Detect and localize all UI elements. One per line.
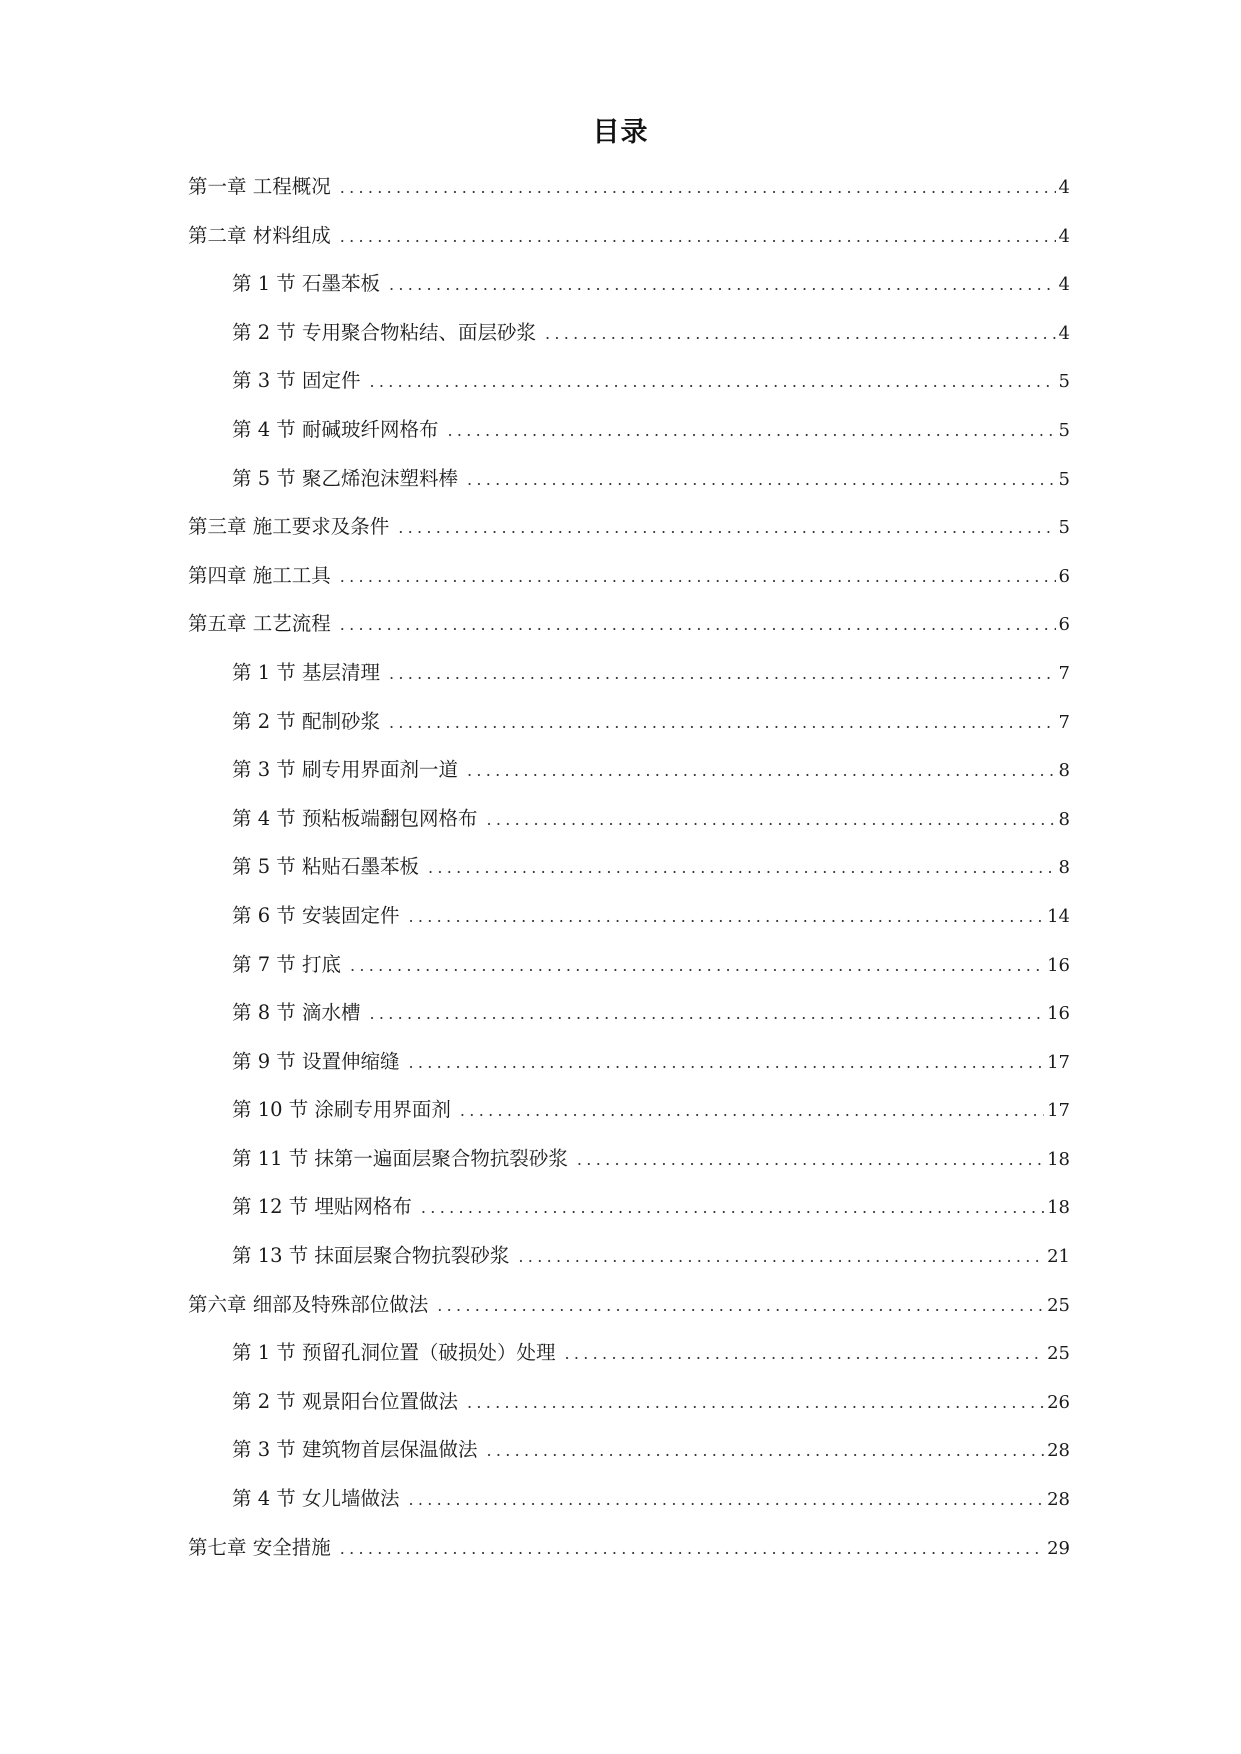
toc-page-number: 21 xyxy=(1047,1246,1070,1268)
toc-entry-label: 第 8 节 滴水槽 xyxy=(232,1001,361,1025)
toc-entry-label: 第五章 工艺流程 xyxy=(188,612,331,636)
toc-dot-leader xyxy=(467,1379,1044,1428)
toc-entry-label: 第 4 节 预粘板端翻包网格布 xyxy=(232,806,478,830)
toc-page-number: 16 xyxy=(1047,1003,1070,1025)
toc-section-entry[interactable] xyxy=(188,795,1070,844)
toc-section-entry[interactable] xyxy=(188,1475,1070,1524)
toc-page-number: 5 xyxy=(1058,419,1070,441)
toc-chapter-entry[interactable] xyxy=(188,1524,1070,1573)
toc-entry-label: 第 3 节 刷专用界面剂一道 xyxy=(232,758,459,782)
toc-chapter-entry[interactable] xyxy=(188,163,1070,212)
toc-entry-label: 第 2 节 专用聚合物粘结、面层砂浆 xyxy=(232,320,537,344)
toc-list xyxy=(188,163,1070,1572)
toc-dot-leader xyxy=(389,699,1056,748)
toc-section-entry[interactable] xyxy=(188,698,1070,747)
toc-section-entry[interactable] xyxy=(188,1232,1070,1281)
toc-page-number: 17 xyxy=(1047,1051,1070,1073)
toc-dot-leader xyxy=(565,1330,1045,1379)
toc-section-entry[interactable] xyxy=(188,357,1070,406)
toc-page-number: 18 xyxy=(1047,1148,1070,1170)
toc-page-number: 8 xyxy=(1058,857,1070,879)
toc-chapter-entry[interactable] xyxy=(188,503,1070,552)
toc-page-number: 14 xyxy=(1047,905,1070,927)
toc-title: 目录 xyxy=(592,117,649,148)
toc-entry-label: 第 4 节 女儿墙做法 xyxy=(232,1487,400,1511)
toc-dot-leader xyxy=(448,407,1056,456)
toc-page-number: 7 xyxy=(1058,711,1070,733)
toc-dot-leader xyxy=(409,1476,1045,1525)
toc-dot-leader xyxy=(467,456,1056,505)
toc-page-number: 25 xyxy=(1047,1343,1070,1365)
toc-entry-label: 第 10 节 涂刷专用界面剂 xyxy=(232,1098,451,1122)
toc-dot-leader xyxy=(409,893,1045,942)
toc-entry-label: 第 12 节 埋贴网格布 xyxy=(232,1195,412,1219)
toc-section-entry[interactable] xyxy=(188,1038,1070,1087)
toc-entry-label: 第 5 节 粘贴石墨苯板 xyxy=(232,855,420,879)
toc-section-entry[interactable] xyxy=(188,746,1070,795)
toc-page-number: 4 xyxy=(1058,274,1070,296)
toc-section-entry[interactable] xyxy=(188,892,1070,941)
toc-section-entry[interactable] xyxy=(188,1378,1070,1427)
toc-page-number: 28 xyxy=(1047,1440,1070,1462)
toc-page-number: 18 xyxy=(1047,1197,1070,1219)
toc-entry-label: 第 1 节 石墨苯板 xyxy=(232,272,381,296)
toc-section-entry[interactable] xyxy=(188,1426,1070,1475)
toc-dot-leader xyxy=(467,747,1056,796)
toc-page-number: 5 xyxy=(1058,468,1070,490)
toc-dot-leader xyxy=(545,310,1056,359)
toc-dot-leader xyxy=(340,1525,1044,1574)
toc-page-number: 8 xyxy=(1058,760,1070,782)
toc-entry-label: 第一章 工程概况 xyxy=(188,175,331,198)
toc-section-entry[interactable] xyxy=(188,1329,1070,1378)
toc-page-number: 4 xyxy=(1058,322,1070,344)
toc-page-number: 6 xyxy=(1058,565,1070,587)
toc-dot-leader xyxy=(437,1282,1044,1331)
toc-entry-label: 第六章 细部及特殊部位做法 xyxy=(188,1292,429,1316)
toc-entry-label: 第二章 材料组成 xyxy=(188,223,331,247)
toc-section-entry[interactable] xyxy=(188,309,1070,358)
toc-dot-leader xyxy=(428,844,1056,893)
toc-entry-label: 第 3 节 固定件 xyxy=(232,369,361,393)
toc-dot-leader xyxy=(340,164,1056,213)
toc-dot-leader xyxy=(518,1233,1044,1282)
toc-page-number: 29 xyxy=(1047,1537,1070,1559)
toc-dot-leader xyxy=(487,1427,1045,1476)
toc-dot-leader xyxy=(487,796,1056,845)
toc-section-entry[interactable] xyxy=(188,843,1070,892)
toc-dot-leader xyxy=(421,1184,1044,1233)
toc-dot-leader xyxy=(389,261,1056,310)
toc-page-number: 26 xyxy=(1047,1391,1070,1413)
toc-dot-leader xyxy=(577,1136,1044,1185)
toc-dot-leader xyxy=(370,990,1045,1039)
toc-entry-label: 第 2 节 观景阳台位置做法 xyxy=(232,1389,459,1413)
toc-page-number: 4 xyxy=(1058,225,1070,247)
toc-chapter-entry[interactable] xyxy=(188,552,1070,601)
toc-section-entry[interactable] xyxy=(188,455,1070,504)
toc-dot-leader xyxy=(389,650,1056,699)
toc-page-number: 4 xyxy=(1058,177,1070,198)
toc-entry-label: 第 1 节 基层清理 xyxy=(232,660,381,684)
toc-page-number: 7 xyxy=(1058,662,1070,684)
toc-entry-label: 第 13 节 抹面层聚合物抗裂砂浆 xyxy=(232,1244,510,1268)
toc-section-entry[interactable] xyxy=(188,1183,1070,1232)
toc-section-entry[interactable] xyxy=(188,941,1070,990)
toc-page-number: 8 xyxy=(1058,808,1070,830)
toc-page-number: 25 xyxy=(1047,1294,1070,1316)
toc-dot-leader xyxy=(340,213,1056,262)
toc-dot-leader xyxy=(460,1087,1044,1136)
toc-chapter-entry[interactable] xyxy=(188,212,1070,261)
toc-page-number: 6 xyxy=(1058,614,1070,636)
toc-entry-label: 第 4 节 耐碱玻纤网格布 xyxy=(232,417,439,441)
toc-page-number: 28 xyxy=(1047,1489,1070,1511)
toc-section-entry[interactable] xyxy=(188,1135,1070,1184)
toc-page-number: 5 xyxy=(1058,371,1070,393)
toc-chapter-entry[interactable] xyxy=(188,1281,1070,1330)
toc-entry-label: 第 3 节 建筑物首层保温做法 xyxy=(232,1438,478,1462)
toc-section-entry[interactable] xyxy=(188,649,1070,698)
toc-page-number: 5 xyxy=(1058,517,1070,539)
toc-section-entry[interactable] xyxy=(188,260,1070,309)
toc-dot-leader xyxy=(398,504,1055,553)
toc-entry-label: 第 11 节 抹第一遍面层聚合物抗裂砂浆 xyxy=(232,1146,568,1170)
toc-entry-label: 第四章 施工工具 xyxy=(188,563,331,587)
toc-entry-label: 第 1 节 预留孔洞位置（破损处）处理 xyxy=(232,1341,556,1365)
toc-entry-label: 第 2 节 配制砂浆 xyxy=(232,709,381,733)
toc-dot-leader xyxy=(340,553,1056,602)
toc-section-entry[interactable] xyxy=(188,1086,1070,1135)
toc-entry-label: 第 6 节 安装固定件 xyxy=(232,903,400,927)
toc-dot-leader xyxy=(409,1039,1045,1088)
toc-section-entry[interactable] xyxy=(188,406,1070,455)
toc-dot-leader xyxy=(370,358,1056,407)
toc-section-entry[interactable] xyxy=(188,989,1070,1038)
toc-dot-leader xyxy=(350,942,1044,991)
toc-entry-label: 第 7 节 打底 xyxy=(232,952,342,976)
toc-dot-leader xyxy=(340,601,1056,650)
toc-page-number: 17 xyxy=(1047,1100,1070,1122)
toc-entry-label: 第 9 节 设置伸缩缝 xyxy=(232,1049,400,1073)
toc-entry-label: 第 5 节 聚乙烯泡沫塑料棒 xyxy=(232,466,459,490)
toc-entry-label: 第三章 施工要求及条件 xyxy=(188,515,390,539)
toc-chapter-entry[interactable] xyxy=(188,600,1070,649)
toc-entry-label: 第七章 安全措施 xyxy=(188,1535,331,1559)
toc-page-number: 16 xyxy=(1047,954,1070,976)
